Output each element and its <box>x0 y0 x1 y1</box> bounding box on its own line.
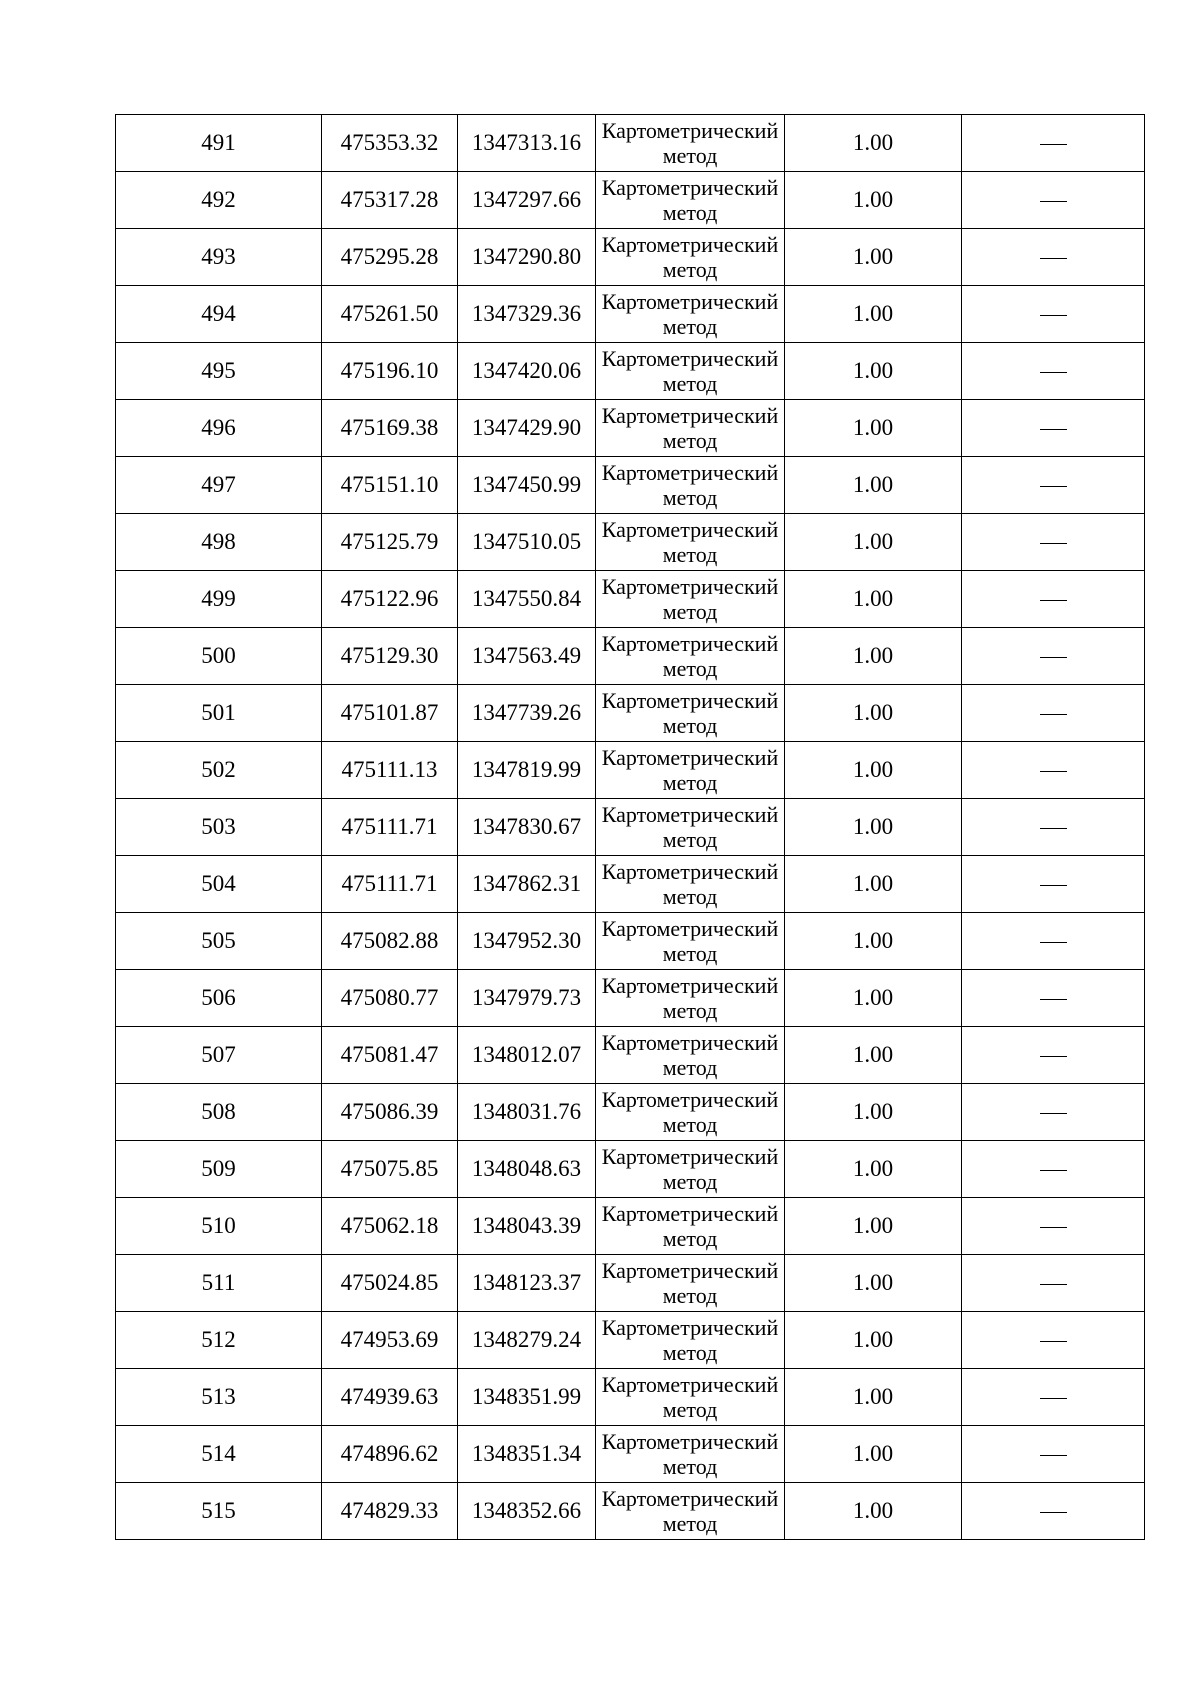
point-number-cell: 513 <box>116 1369 322 1426</box>
method-cell: Картометрический метод <box>596 343 785 400</box>
method-cell: Картометрический метод <box>596 172 785 229</box>
coordinate-y-cell: 1347420.06 <box>458 343 596 400</box>
method-cell: Картометрический метод <box>596 1027 785 1084</box>
accuracy-cell: 1.00 <box>785 1369 962 1426</box>
coordinate-y-cell: 1347429.90 <box>458 400 596 457</box>
point-number-cell: 498 <box>116 514 322 571</box>
table-row <box>116 685 1145 742</box>
method-cell: Картометрический метод <box>596 1483 785 1540</box>
coordinate-y-cell: 1347952.30 <box>458 913 596 970</box>
point-number-cell: 496 <box>116 400 322 457</box>
description-cell <box>962 1198 1145 1255</box>
empty-description-dash <box>1040 1512 1067 1513</box>
accuracy-cell: 1.00 <box>785 1027 962 1084</box>
point-number-cell: 495 <box>116 343 322 400</box>
point-number-cell: 514 <box>116 1426 322 1483</box>
coordinate-x-cell: 475080.77 <box>322 970 458 1027</box>
coordinate-x-cell: 475101.87 <box>322 685 458 742</box>
description-cell <box>962 514 1145 571</box>
accuracy-cell: 1.00 <box>785 799 962 856</box>
description-cell <box>962 685 1145 742</box>
table-row <box>116 1198 1145 1255</box>
method-cell: Картометрический метод <box>596 286 785 343</box>
table-row <box>116 913 1145 970</box>
method-cell: Картометрический метод <box>596 799 785 856</box>
table-row <box>116 970 1145 1027</box>
description-cell <box>962 913 1145 970</box>
coordinate-y-cell: 1347329.36 <box>458 286 596 343</box>
coordinate-x-cell: 475261.50 <box>322 286 458 343</box>
description-cell <box>962 115 1145 172</box>
empty-description-dash <box>1040 258 1067 259</box>
empty-description-dash <box>1040 657 1067 658</box>
description-cell <box>962 856 1145 913</box>
point-number-cell: 497 <box>116 457 322 514</box>
point-number-cell: 502 <box>116 742 322 799</box>
point-number-cell: 500 <box>116 628 322 685</box>
coordinate-x-cell: 474939.63 <box>322 1369 458 1426</box>
method-cell: Картометрический метод <box>596 913 785 970</box>
empty-description-dash <box>1040 429 1067 430</box>
empty-description-dash <box>1040 1227 1067 1228</box>
accuracy-cell: 1.00 <box>785 1141 962 1198</box>
accuracy-cell: 1.00 <box>785 913 962 970</box>
description-cell <box>962 571 1145 628</box>
description-cell <box>962 1312 1145 1369</box>
accuracy-cell: 1.00 <box>785 1312 962 1369</box>
method-cell: Картометрический метод <box>596 1426 785 1483</box>
coordinate-x-cell: 474829.33 <box>322 1483 458 1540</box>
coordinate-y-cell: 1347290.80 <box>458 229 596 286</box>
method-cell: Картометрический метод <box>596 457 785 514</box>
point-number-cell: 506 <box>116 970 322 1027</box>
description-cell <box>962 229 1145 286</box>
empty-description-dash <box>1040 1056 1067 1057</box>
empty-description-dash <box>1040 315 1067 316</box>
accuracy-cell: 1.00 <box>785 628 962 685</box>
method-cell: Картометрический метод <box>596 571 785 628</box>
coordinate-y-cell: 1347862.31 <box>458 856 596 913</box>
method-cell: Картометрический метод <box>596 1369 785 1426</box>
coordinate-y-cell: 1347739.26 <box>458 685 596 742</box>
accuracy-cell: 1.00 <box>785 229 962 286</box>
point-number-cell: 505 <box>116 913 322 970</box>
table-row <box>116 1483 1145 1540</box>
empty-description-dash <box>1040 600 1067 601</box>
coordinate-y-cell: 1348351.34 <box>458 1426 596 1483</box>
table-row <box>116 628 1145 685</box>
description-cell <box>962 343 1145 400</box>
description-cell <box>962 970 1145 1027</box>
description-cell <box>962 1084 1145 1141</box>
point-number-cell: 501 <box>116 685 322 742</box>
description-cell <box>962 799 1145 856</box>
table-row <box>116 1255 1145 1312</box>
description-cell <box>962 1255 1145 1312</box>
description-cell <box>962 286 1145 343</box>
empty-description-dash <box>1040 1398 1067 1399</box>
description-cell <box>962 457 1145 514</box>
description-cell <box>962 172 1145 229</box>
empty-description-dash <box>1040 1113 1067 1114</box>
empty-description-dash <box>1040 828 1067 829</box>
method-cell: Картометрический метод <box>596 742 785 799</box>
coordinate-x-cell: 475111.13 <box>322 742 458 799</box>
method-cell: Картометрический метод <box>596 1141 785 1198</box>
table-row <box>116 1426 1145 1483</box>
accuracy-cell: 1.00 <box>785 742 962 799</box>
coordinate-y-cell: 1348352.66 <box>458 1483 596 1540</box>
empty-description-dash <box>1040 543 1067 544</box>
accuracy-cell: 1.00 <box>785 343 962 400</box>
empty-description-dash <box>1040 999 1067 1000</box>
coordinate-y-cell: 1348351.99 <box>458 1369 596 1426</box>
coordinate-x-cell: 475196.10 <box>322 343 458 400</box>
point-number-cell: 503 <box>116 799 322 856</box>
method-cell: Картометрический метод <box>596 1084 785 1141</box>
coordinate-x-cell: 475086.39 <box>322 1084 458 1141</box>
method-cell: Картометрический метод <box>596 1198 785 1255</box>
method-cell: Картометрический метод <box>596 115 785 172</box>
method-cell: Картометрический метод <box>596 628 785 685</box>
accuracy-cell: 1.00 <box>785 457 962 514</box>
coordinates-table-body <box>116 115 1145 1540</box>
table-row <box>116 799 1145 856</box>
empty-description-dash <box>1040 942 1067 943</box>
accuracy-cell: 1.00 <box>785 571 962 628</box>
method-cell: Картометрический метод <box>596 400 785 457</box>
empty-description-dash <box>1040 201 1067 202</box>
empty-description-dash <box>1040 486 1067 487</box>
description-cell <box>962 628 1145 685</box>
method-cell: Картометрический метод <box>596 970 785 1027</box>
coordinate-y-cell: 1348031.76 <box>458 1084 596 1141</box>
table-row <box>116 229 1145 286</box>
point-number-cell: 515 <box>116 1483 322 1540</box>
accuracy-cell: 1.00 <box>785 856 962 913</box>
table-row <box>116 457 1145 514</box>
empty-description-dash <box>1040 771 1067 772</box>
coordinate-x-cell: 475122.96 <box>322 571 458 628</box>
coordinate-x-cell: 475024.85 <box>322 1255 458 1312</box>
accuracy-cell: 1.00 <box>785 115 962 172</box>
table-row <box>116 856 1145 913</box>
empty-description-dash <box>1040 1455 1067 1456</box>
coordinate-y-cell: 1347550.84 <box>458 571 596 628</box>
accuracy-cell: 1.00 <box>785 1084 962 1141</box>
table-row <box>116 1369 1145 1426</box>
accuracy-cell: 1.00 <box>785 400 962 457</box>
empty-description-dash <box>1040 372 1067 373</box>
coordinate-y-cell: 1347313.16 <box>458 115 596 172</box>
coordinate-x-cell: 475169.38 <box>322 400 458 457</box>
coordinates-table <box>115 114 1145 1540</box>
coordinate-y-cell: 1348279.24 <box>458 1312 596 1369</box>
coordinate-x-cell: 475353.32 <box>322 115 458 172</box>
method-cell: Картометрический метод <box>596 514 785 571</box>
coordinate-y-cell: 1348048.63 <box>458 1141 596 1198</box>
accuracy-cell: 1.00 <box>785 1198 962 1255</box>
table-row <box>116 742 1145 799</box>
table-row <box>116 1027 1145 1084</box>
table-row <box>116 115 1145 172</box>
coordinate-y-cell: 1347819.99 <box>458 742 596 799</box>
table-row <box>116 1312 1145 1369</box>
coordinate-y-cell: 1348123.37 <box>458 1255 596 1312</box>
coordinate-x-cell: 475082.88 <box>322 913 458 970</box>
coordinate-x-cell: 474953.69 <box>322 1312 458 1369</box>
point-number-cell: 504 <box>116 856 322 913</box>
coordinate-y-cell: 1348043.39 <box>458 1198 596 1255</box>
description-cell <box>962 1027 1145 1084</box>
coordinate-x-cell: 475129.30 <box>322 628 458 685</box>
accuracy-cell: 1.00 <box>785 172 962 229</box>
table-row <box>116 286 1145 343</box>
coordinate-y-cell: 1348012.07 <box>458 1027 596 1084</box>
table-row <box>116 343 1145 400</box>
point-number-cell: 511 <box>116 1255 322 1312</box>
coordinate-x-cell: 475125.79 <box>322 514 458 571</box>
coordinate-x-cell: 475317.28 <box>322 172 458 229</box>
method-cell: Картометрический метод <box>596 1255 785 1312</box>
point-number-cell: 491 <box>116 115 322 172</box>
empty-description-dash <box>1040 144 1067 145</box>
coordinate-x-cell: 475111.71 <box>322 856 458 913</box>
point-number-cell: 508 <box>116 1084 322 1141</box>
coordinate-y-cell: 1347979.73 <box>458 970 596 1027</box>
empty-description-dash <box>1040 1170 1067 1171</box>
table-row <box>116 514 1145 571</box>
method-cell: Картометрический метод <box>596 856 785 913</box>
coordinate-x-cell: 475151.10 <box>322 457 458 514</box>
coordinate-y-cell: 1347450.99 <box>458 457 596 514</box>
point-number-cell: 494 <box>116 286 322 343</box>
coordinate-y-cell: 1347563.49 <box>458 628 596 685</box>
coordinate-x-cell: 475062.18 <box>322 1198 458 1255</box>
empty-description-dash <box>1040 885 1067 886</box>
description-cell <box>962 1141 1145 1198</box>
coordinate-x-cell: 475081.47 <box>322 1027 458 1084</box>
coordinate-x-cell: 475295.28 <box>322 229 458 286</box>
coordinate-y-cell: 1347510.05 <box>458 514 596 571</box>
point-number-cell: 507 <box>116 1027 322 1084</box>
coordinate-x-cell: 475111.71 <box>322 799 458 856</box>
point-number-cell: 492 <box>116 172 322 229</box>
accuracy-cell: 1.00 <box>785 514 962 571</box>
table-row <box>116 172 1145 229</box>
point-number-cell: 493 <box>116 229 322 286</box>
accuracy-cell: 1.00 <box>785 1426 962 1483</box>
method-cell: Картометрический метод <box>596 229 785 286</box>
point-number-cell: 512 <box>116 1312 322 1369</box>
description-cell <box>962 400 1145 457</box>
accuracy-cell: 1.00 <box>785 286 962 343</box>
coordinate-x-cell: 474896.62 <box>322 1426 458 1483</box>
accuracy-cell: 1.00 <box>785 685 962 742</box>
point-number-cell: 499 <box>116 571 322 628</box>
point-number-cell: 510 <box>116 1198 322 1255</box>
description-cell <box>962 1426 1145 1483</box>
table-row <box>116 571 1145 628</box>
empty-description-dash <box>1040 1341 1067 1342</box>
description-cell <box>962 742 1145 799</box>
description-cell <box>962 1369 1145 1426</box>
method-cell: Картометрический метод <box>596 1312 785 1369</box>
accuracy-cell: 1.00 <box>785 1483 962 1540</box>
point-number-cell: 509 <box>116 1141 322 1198</box>
empty-description-dash <box>1040 1284 1067 1285</box>
table-row <box>116 400 1145 457</box>
accuracy-cell: 1.00 <box>785 1255 962 1312</box>
accuracy-cell: 1.00 <box>785 970 962 1027</box>
table-row <box>116 1084 1145 1141</box>
table-row <box>116 1141 1145 1198</box>
method-cell: Картометрический метод <box>596 685 785 742</box>
coordinate-x-cell: 475075.85 <box>322 1141 458 1198</box>
description-cell <box>962 1483 1145 1540</box>
coordinate-y-cell: 1347830.67 <box>458 799 596 856</box>
empty-description-dash <box>1040 714 1067 715</box>
coordinate-y-cell: 1347297.66 <box>458 172 596 229</box>
